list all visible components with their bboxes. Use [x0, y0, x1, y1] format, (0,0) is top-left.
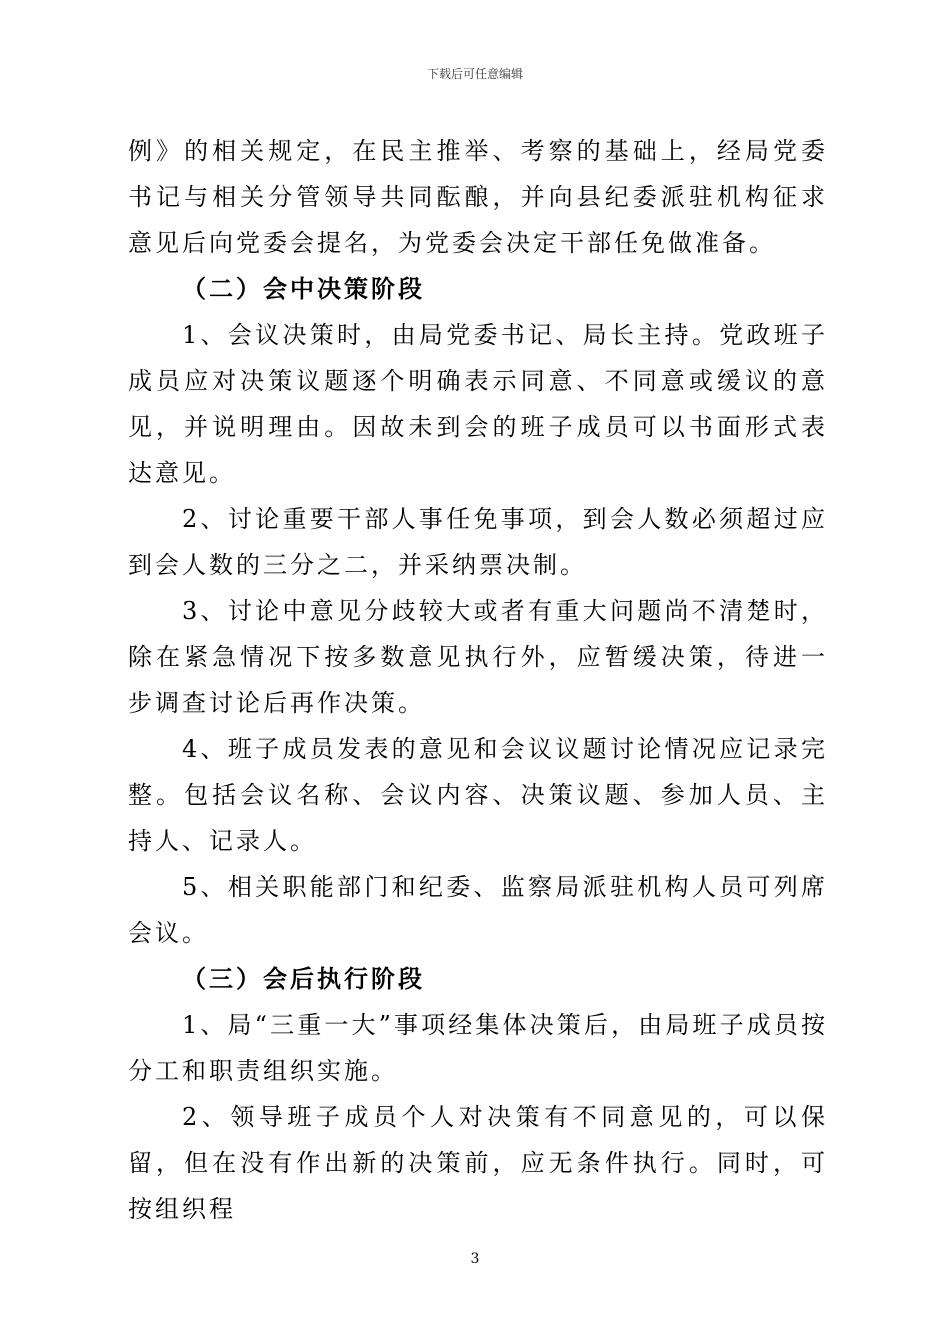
paragraph-item-4: 4、班子成员发表的意见和会议议题讨论情况应记录完整。包括会议名称、会议内容、决策议题、参加人员、主持人、记录人。 — [128, 735, 828, 855]
paragraph-continuation: 例》的相关规定，在民主推举、考察的基础上，经局党委书记与相关分管领导共同酝酿，并向县纪委派驻机构征求意见后向党委会提名，为党委会决定干部任免做准备。 — [128, 137, 828, 257]
paragraph-item-5: 5、相关职能部门和纪委、监察局派驻机构人员可列席会议。 — [128, 873, 828, 947]
page-header: 下载后可任意编辑 — [426, 67, 523, 81]
paragraph-execution-2: 2、领导班子成员个人对决策有不同意见的，可以保留，但在没有作出新的决策前，应无条件执行。同时，可按组织程 — [128, 1103, 828, 1223]
page-number: 3 — [470, 1251, 480, 1267]
section-heading-post-meeting: （三）会后执行阶段 — [182, 964, 425, 993]
paragraph-item-2: 2、讨论重要干部人事任免事项，到会人数必须超过应到会人数的三分之二，并采纳票决制。 — [128, 505, 828, 579]
paragraph-execution-1: 1、局“三重一大”事项经集体决策后，由局班子成员按分工和职责组织实施。 — [128, 1011, 828, 1085]
paragraph-item-1: 1、会议决策时，由局党委书记、局长主持。党政班子成员应对决策议题逐个明确表示同意、不同意或缓议的意见，并说明理由。因故未到会的班子成员可以书面形式表达意见。 — [128, 321, 828, 487]
document-body — [128, 128, 828, 1232]
paragraph-item-3: 3、讨论中意见分歧较大或者有重大问题尚不清楚时，除在紧急情况下按多数意见执行外，应暂缓决策，待进一步调查讨论后再作决策。 — [128, 597, 828, 717]
section-heading-meeting-decision: （二）会中决策阶段 — [182, 274, 425, 303]
